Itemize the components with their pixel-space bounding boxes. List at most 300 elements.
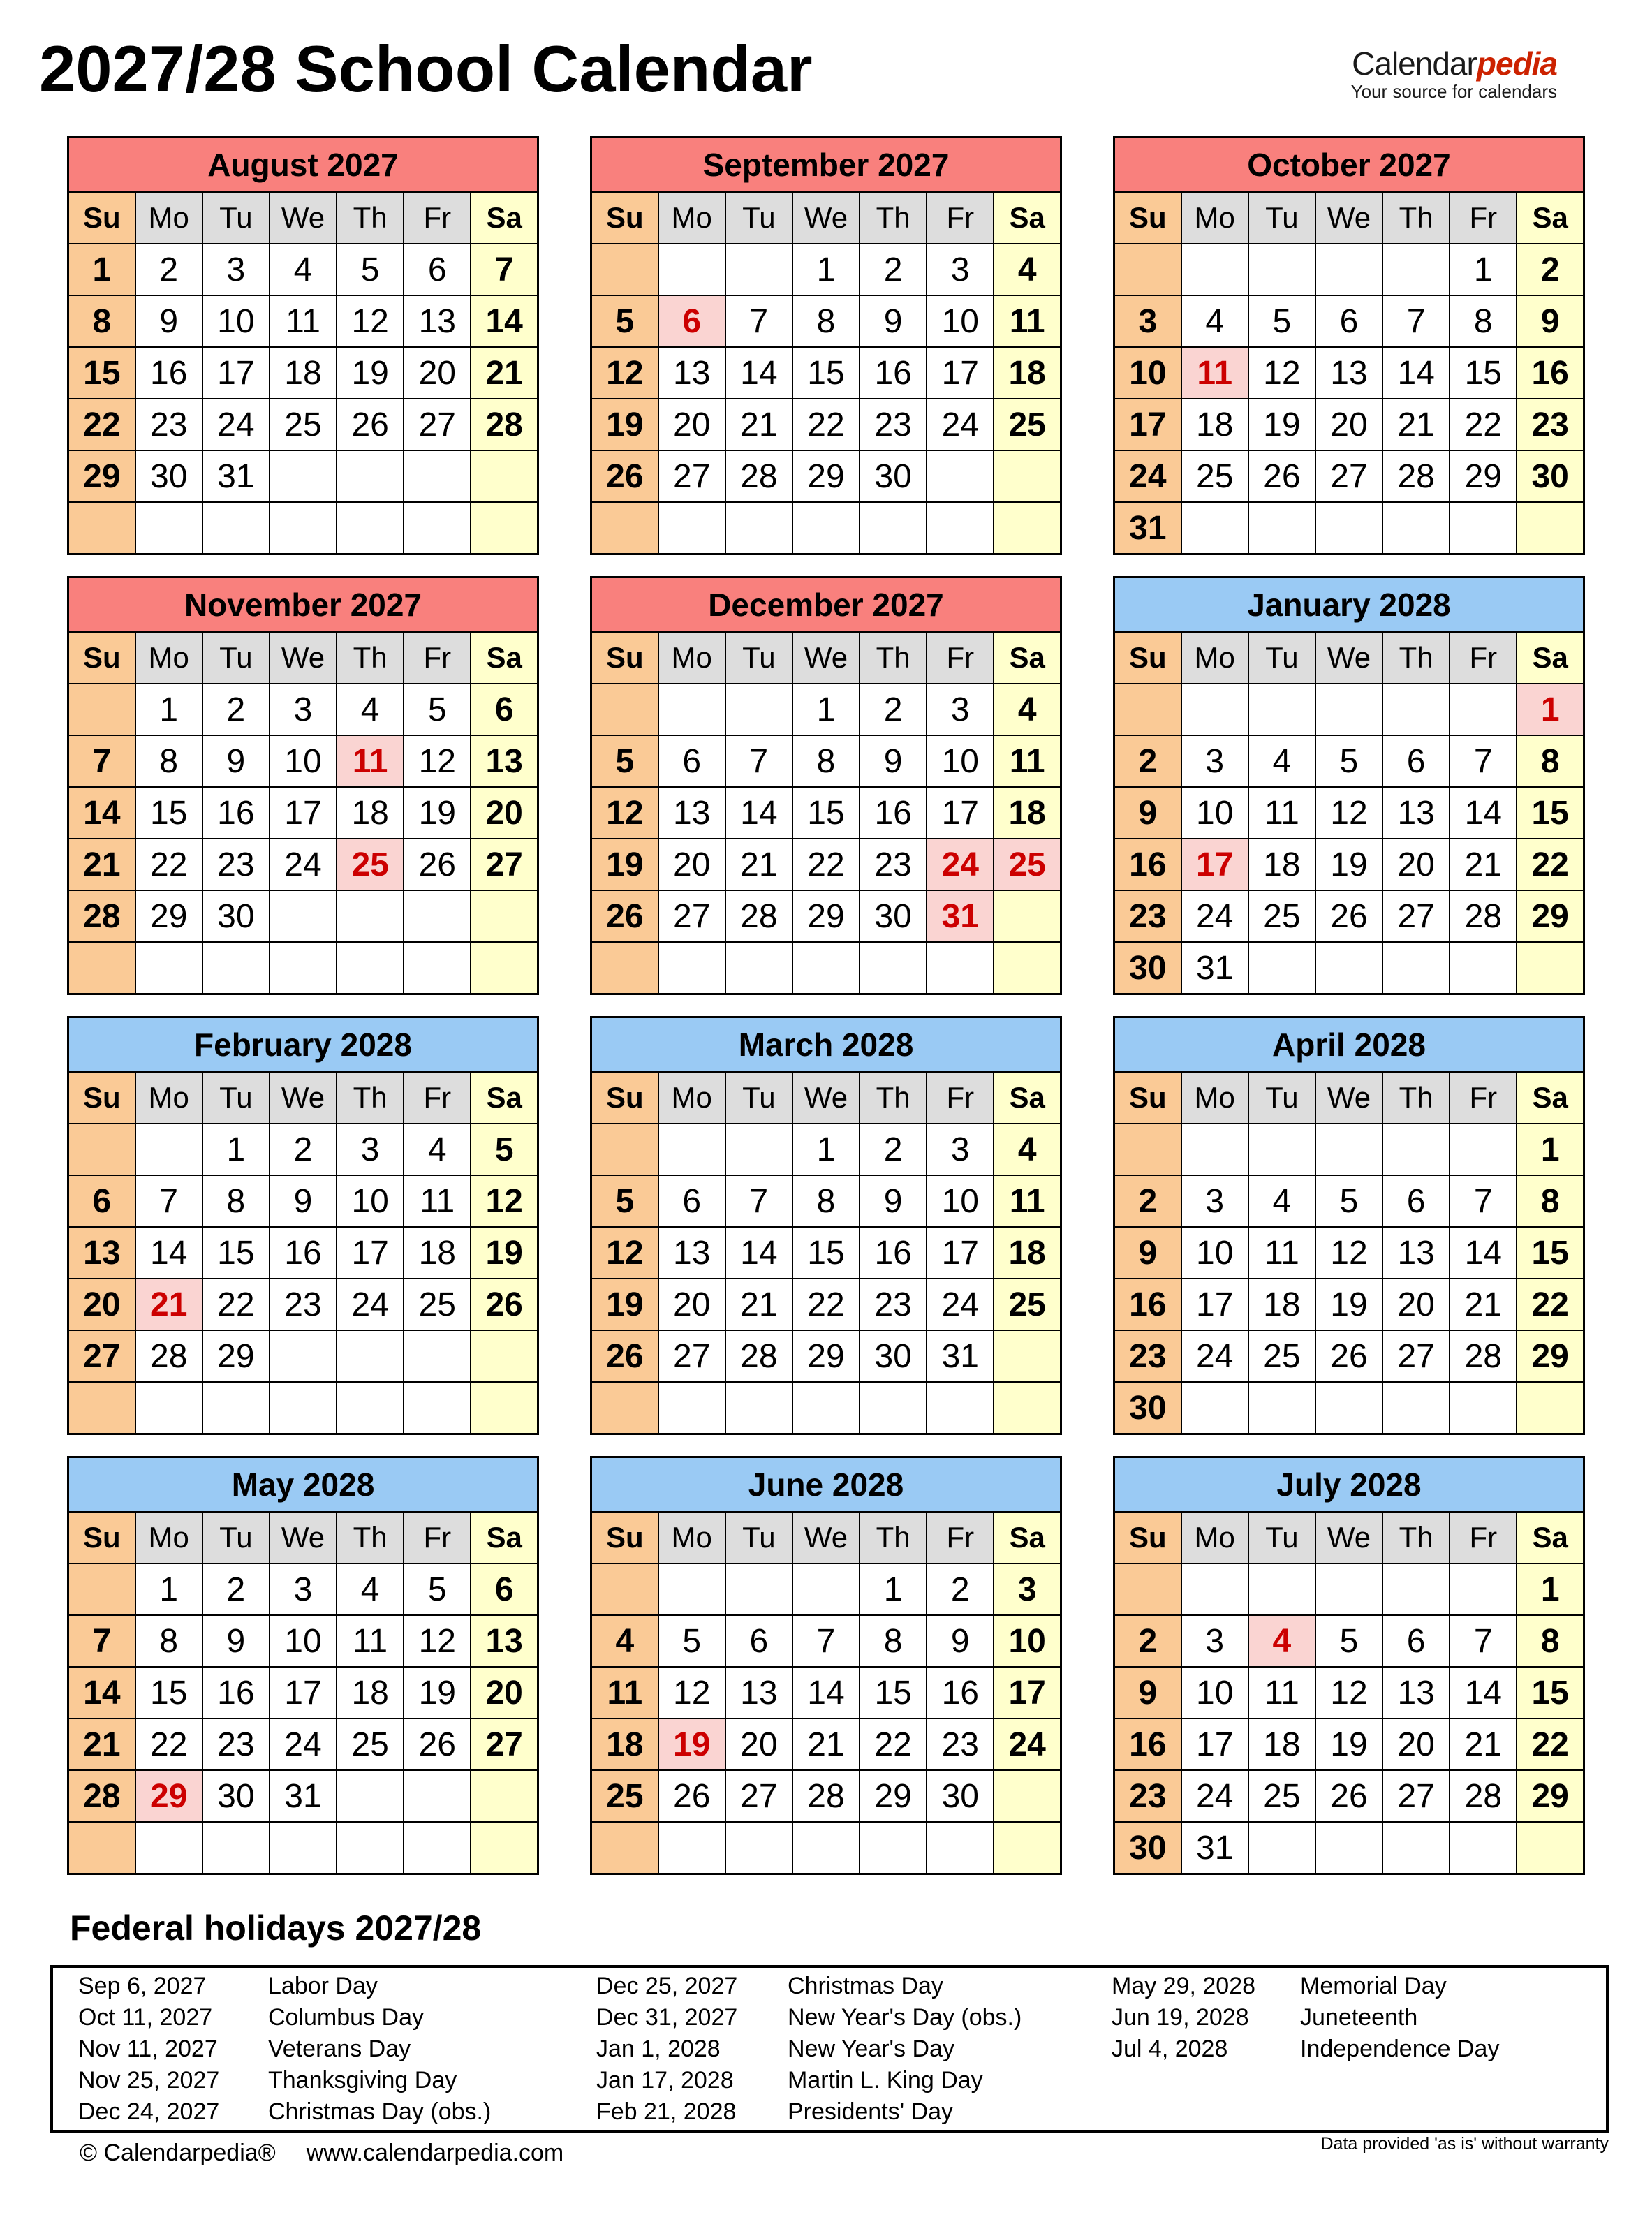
day-cell-empty: [1450, 684, 1517, 735]
day-cell-7: 7: [135, 1175, 202, 1227]
day-cell-15: 15: [1450, 347, 1517, 399]
day-cell-empty: [1248, 1564, 1315, 1615]
day-cell-11: 11: [994, 735, 1061, 787]
day-cell-18: 18: [591, 1719, 658, 1770]
day-cell-14: 14: [135, 1227, 202, 1279]
day-cell-30: 30: [1114, 1382, 1181, 1434]
day-cell-2: 2: [1114, 735, 1181, 787]
day-cell-12: 12: [404, 1615, 471, 1667]
day-cell-empty: [135, 942, 202, 994]
weekday-header-we: We: [792, 1072, 860, 1124]
day-cell-28: 28: [725, 1330, 792, 1382]
month-title: June 2028: [591, 1457, 1061, 1513]
day-cell-empty: [1382, 244, 1450, 295]
day-cell-24: 24: [1181, 890, 1248, 942]
day-cell-17: 17: [337, 1227, 404, 1279]
day-cell-22: 22: [135, 839, 202, 890]
weekday-header-fr: Fr: [404, 632, 471, 684]
day-cell-12: 12: [1315, 787, 1382, 839]
day-cell-22: 22: [135, 1719, 202, 1770]
day-cell-28: 28: [1382, 450, 1450, 502]
day-cell-empty: [1181, 244, 1248, 295]
day-cell-17: 17: [270, 787, 337, 839]
day-cell-28: 28: [135, 1330, 202, 1382]
day-cell-6: 6: [471, 1564, 538, 1615]
day-cell-12: 12: [591, 347, 658, 399]
day-cell-empty: [337, 1770, 404, 1822]
day-cell-19: 19: [591, 839, 658, 890]
day-cell-empty: [404, 890, 471, 942]
logo-tagline: Your source for calendars: [1350, 81, 1557, 102]
month-title: December 2027: [591, 577, 1061, 633]
day-cell-empty: [202, 502, 270, 554]
day-cell-9: 9: [270, 1175, 337, 1227]
day-cell-empty: [1114, 1564, 1181, 1615]
day-cell-20: 20: [725, 1719, 792, 1770]
footer-website: www.calendarpedia.com: [306, 2140, 564, 2166]
footer-copyright: © Calendarpedia®: [80, 2140, 276, 2166]
day-cell-empty: [1181, 1124, 1248, 1175]
footer-disclaimer: Data provided 'as is' without warranty: [1320, 2134, 1609, 2154]
day-cell-empty: [1315, 942, 1382, 994]
weekday-header-su: Su: [1114, 632, 1181, 684]
day-cell-24: 24: [202, 399, 270, 450]
day-cell-7: 7: [1450, 735, 1517, 787]
day-cell-21: 21: [1450, 1279, 1517, 1330]
day-cell-29: 29: [1517, 1770, 1584, 1822]
weekday-header-tu: Tu: [725, 632, 792, 684]
holiday-date: Sep 6, 2027: [78, 1972, 207, 1999]
day-cell-28: 28: [725, 890, 792, 942]
day-cell-9: 9: [927, 1615, 994, 1667]
month-title: January 2028: [1114, 577, 1584, 633]
day-cell-6: 6: [404, 244, 471, 295]
day-cell-empty: [337, 1822, 404, 1874]
day-cell-12: 12: [1315, 1227, 1382, 1279]
day-cell-empty: [1114, 244, 1181, 295]
day-cell-19: 19: [591, 399, 658, 450]
day-cell-20: 20: [471, 787, 538, 839]
day-cell-empty: [202, 1822, 270, 1874]
day-cell-31: 31: [1181, 942, 1248, 994]
day-cell-5: 5: [1315, 1175, 1382, 1227]
holiday-name: Juneteenth: [1300, 2003, 1418, 2031]
day-cell-12: 12: [404, 735, 471, 787]
day-cell-empty: [1114, 1124, 1181, 1175]
day-cell-28: 28: [471, 399, 538, 450]
day-cell-empty: [1315, 1564, 1382, 1615]
day-cell-21: 21: [792, 1719, 860, 1770]
day-cell-12: 12: [1315, 1667, 1382, 1719]
day-cell-1: 1: [1517, 1124, 1584, 1175]
weekday-header-we: We: [792, 632, 860, 684]
day-cell-16: 16: [927, 1667, 994, 1719]
day-cell-12: 12: [471, 1175, 538, 1227]
day-cell-7: 7: [725, 735, 792, 787]
day-cell-empty: [591, 1822, 658, 1874]
day-cell-empty: [658, 244, 725, 295]
day-cell-empty: [471, 942, 538, 994]
day-cell-16: 16: [270, 1227, 337, 1279]
day-cell-empty: [860, 1822, 927, 1874]
day-cell-17: 17: [927, 1227, 994, 1279]
day-cell-5: 5: [471, 1124, 538, 1175]
day-cell-empty: [658, 1124, 725, 1175]
day-cell-empty: [591, 502, 658, 554]
day-cell-empty: [1382, 1124, 1450, 1175]
day-cell-31: 31: [1181, 1822, 1248, 1874]
day-cell-29: 29: [68, 450, 135, 502]
day-cell-7: 7: [792, 1615, 860, 1667]
weekday-header-mo: Mo: [658, 1072, 725, 1124]
day-cell-26: 26: [591, 450, 658, 502]
day-cell-26: 26: [404, 1719, 471, 1770]
day-cell-24: 24: [337, 1279, 404, 1330]
day-cell-empty: [725, 684, 792, 735]
day-cell-empty: [860, 502, 927, 554]
day-cell-empty: [1248, 502, 1315, 554]
weekday-header-mo: Mo: [658, 1512, 725, 1564]
holiday-date: Nov 25, 2027: [78, 2066, 220, 2094]
day-cell-9: 9: [860, 1175, 927, 1227]
day-cell-5: 5: [1315, 1615, 1382, 1667]
day-cell-10: 10: [337, 1175, 404, 1227]
holiday-name: Veterans Day: [268, 2035, 411, 2062]
day-cell-6: 6: [68, 1175, 135, 1227]
day-cell-15: 15: [1517, 1227, 1584, 1279]
day-cell-empty: [68, 1564, 135, 1615]
day-cell-26: 26: [1315, 1770, 1382, 1822]
day-cell-empty: [270, 1382, 337, 1434]
day-cell-11: 11: [1181, 347, 1248, 399]
day-cell-27: 27: [658, 890, 725, 942]
day-cell-5: 5: [337, 244, 404, 295]
day-cell-2: 2: [860, 1124, 927, 1175]
day-cell-30: 30: [202, 890, 270, 942]
weekday-header-th: Th: [1382, 1512, 1450, 1564]
day-cell-7: 7: [68, 1615, 135, 1667]
day-cell-24: 24: [994, 1719, 1061, 1770]
month-title: April 2028: [1114, 1017, 1584, 1073]
holiday-name: New Year's Day: [788, 2035, 954, 2062]
day-cell-3: 3: [994, 1564, 1061, 1615]
logo-text-red: pedia: [1476, 45, 1557, 82]
day-cell-28: 28: [792, 1770, 860, 1822]
day-cell-29: 29: [792, 450, 860, 502]
holiday-date-empty: [1112, 2096, 1300, 2128]
day-cell-23: 23: [1114, 1770, 1181, 1822]
day-cell-22: 22: [1450, 399, 1517, 450]
day-cell-2: 2: [202, 684, 270, 735]
day-cell-8: 8: [1517, 1175, 1584, 1227]
day-cell-13: 13: [471, 1615, 538, 1667]
day-cell-3: 3: [202, 244, 270, 295]
day-cell-5: 5: [1315, 735, 1382, 787]
day-cell-19: 19: [658, 1719, 725, 1770]
day-cell-9: 9: [860, 735, 927, 787]
day-cell-21: 21: [1382, 399, 1450, 450]
month-title: September 2027: [591, 138, 1061, 193]
day-cell-1: 1: [202, 1124, 270, 1175]
weekday-header-tu: Tu: [202, 1072, 270, 1124]
day-cell-26: 26: [591, 890, 658, 942]
day-cell-empty: [337, 890, 404, 942]
day-cell-9: 9: [1517, 295, 1584, 347]
day-cell-14: 14: [725, 1227, 792, 1279]
day-cell-29: 29: [792, 890, 860, 942]
day-cell-empty: [337, 942, 404, 994]
day-cell-empty: [927, 502, 994, 554]
day-cell-empty: [471, 450, 538, 502]
day-cell-empty: [270, 1330, 337, 1382]
day-cell-empty: [1248, 1124, 1315, 1175]
day-cell-empty: [860, 942, 927, 994]
weekday-header-fr: Fr: [927, 1512, 994, 1564]
day-cell-26: 26: [591, 1330, 658, 1382]
day-cell-25: 25: [994, 1279, 1061, 1330]
month-calendar-september-2027: [590, 136, 1062, 555]
weekday-header-mo: Mo: [1181, 632, 1248, 684]
day-cell-3: 3: [1181, 735, 1248, 787]
weekday-header-th: Th: [1382, 1072, 1450, 1124]
day-cell-8: 8: [1517, 1615, 1584, 1667]
day-cell-10: 10: [1181, 1227, 1248, 1279]
day-cell-30: 30: [860, 890, 927, 942]
day-cell-19: 19: [337, 347, 404, 399]
day-cell-6: 6: [658, 735, 725, 787]
day-cell-empty: [471, 1330, 538, 1382]
day-cell-14: 14: [68, 1667, 135, 1719]
day-cell-empty: [337, 502, 404, 554]
day-cell-9: 9: [1114, 1667, 1181, 1719]
weekday-header-fr: Fr: [404, 1512, 471, 1564]
day-cell-empty: [404, 1382, 471, 1434]
day-cell-1: 1: [792, 684, 860, 735]
day-cell-24: 24: [927, 399, 994, 450]
day-cell-empty: [135, 1382, 202, 1434]
day-cell-20: 20: [658, 399, 725, 450]
month-calendar-november-2027: [67, 576, 539, 995]
weekday-header-mo: Mo: [658, 192, 725, 244]
day-cell-29: 29: [1517, 1330, 1584, 1382]
day-cell-empty: [471, 1382, 538, 1434]
month-title: March 2028: [591, 1017, 1061, 1073]
day-cell-1: 1: [1450, 244, 1517, 295]
day-cell-15: 15: [792, 347, 860, 399]
footer-copyright-line: [80, 2140, 563, 2167]
weekday-header-tu: Tu: [202, 1512, 270, 1564]
day-cell-11: 11: [1248, 787, 1315, 839]
day-cell-3: 3: [1181, 1175, 1248, 1227]
day-cell-25: 25: [994, 399, 1061, 450]
weekday-header-fr: Fr: [1450, 192, 1517, 244]
day-cell-12: 12: [337, 295, 404, 347]
day-cell-empty: [725, 1564, 792, 1615]
day-cell-empty: [337, 1330, 404, 1382]
day-cell-6: 6: [658, 1175, 725, 1227]
holiday-date: May 29, 2028: [1112, 1972, 1256, 1999]
day-cell-empty: [1382, 1822, 1450, 1874]
day-cell-empty: [1517, 942, 1584, 994]
day-cell-17: 17: [994, 1667, 1061, 1719]
day-cell-18: 18: [1248, 839, 1315, 890]
day-cell-21: 21: [725, 839, 792, 890]
day-cell-17: 17: [1181, 1279, 1248, 1330]
day-cell-18: 18: [404, 1227, 471, 1279]
day-cell-22: 22: [202, 1279, 270, 1330]
holiday-date: Dec 25, 2027: [596, 1972, 738, 1999]
day-cell-24: 24: [270, 839, 337, 890]
day-cell-29: 29: [202, 1330, 270, 1382]
weekday-header-su: Su: [68, 1512, 135, 1564]
month-calendar-october-2027: [1113, 136, 1585, 555]
holiday-name: Columbus Day: [268, 2003, 424, 2031]
day-cell-27: 27: [1315, 450, 1382, 502]
day-cell-empty: [658, 942, 725, 994]
day-cell-empty: [994, 942, 1061, 994]
day-cell-empty: [135, 1822, 202, 1874]
day-cell-23: 23: [860, 1279, 927, 1330]
day-cell-empty: [658, 502, 725, 554]
weekday-header-we: We: [792, 1512, 860, 1564]
month-title: October 2027: [1114, 138, 1584, 193]
day-cell-18: 18: [1181, 399, 1248, 450]
weekday-header-we: We: [1315, 1072, 1382, 1124]
weekday-header-th: Th: [860, 632, 927, 684]
day-cell-8: 8: [792, 735, 860, 787]
day-cell-empty: [994, 450, 1061, 502]
day-cell-25: 25: [1248, 1330, 1315, 1382]
day-cell-empty: [1181, 684, 1248, 735]
day-cell-empty: [994, 1330, 1061, 1382]
day-cell-30: 30: [1114, 942, 1181, 994]
weekday-header-we: We: [270, 192, 337, 244]
day-cell-1: 1: [792, 1124, 860, 1175]
day-cell-31: 31: [927, 890, 994, 942]
weekday-header-su: Su: [68, 192, 135, 244]
day-cell-empty: [658, 1564, 725, 1615]
day-cell-13: 13: [1315, 347, 1382, 399]
day-cell-empty: [860, 1382, 927, 1434]
weekday-header-su: Su: [591, 1072, 658, 1124]
day-cell-5: 5: [404, 684, 471, 735]
day-cell-empty: [1450, 1124, 1517, 1175]
day-cell-empty: [725, 1822, 792, 1874]
day-cell-25: 25: [337, 839, 404, 890]
day-cell-19: 19: [404, 1667, 471, 1719]
day-cell-empty: [68, 1124, 135, 1175]
day-cell-4: 4: [994, 1124, 1061, 1175]
day-cell-1: 1: [1517, 684, 1584, 735]
weekday-header-we: We: [1315, 192, 1382, 244]
calendarpedia-logo: [1351, 47, 1557, 101]
day-cell-27: 27: [404, 399, 471, 450]
day-cell-27: 27: [658, 450, 725, 502]
weekday-header-tu: Tu: [1248, 1072, 1315, 1124]
day-cell-25: 25: [270, 399, 337, 450]
day-cell-16: 16: [860, 347, 927, 399]
weekday-header-th: Th: [860, 1512, 927, 1564]
day-cell-empty: [1248, 244, 1315, 295]
day-cell-20: 20: [68, 1279, 135, 1330]
day-cell-20: 20: [1382, 839, 1450, 890]
day-cell-22: 22: [792, 839, 860, 890]
day-cell-9: 9: [202, 735, 270, 787]
day-cell-22: 22: [792, 399, 860, 450]
holiday-name: Martin L. King Day: [788, 2066, 983, 2094]
day-cell-4: 4: [994, 684, 1061, 735]
day-cell-empty: [404, 450, 471, 502]
day-cell-7: 7: [1382, 295, 1450, 347]
day-cell-1: 1: [1517, 1564, 1584, 1615]
day-cell-empty: [1181, 1382, 1248, 1434]
month-calendar-december-2027: [590, 576, 1062, 995]
day-cell-11: 11: [337, 1615, 404, 1667]
month-calendar-august-2027: [67, 136, 539, 555]
day-cell-4: 4: [994, 244, 1061, 295]
month-title: August 2027: [68, 138, 538, 193]
day-cell-9: 9: [1114, 787, 1181, 839]
day-cell-5: 5: [1248, 295, 1315, 347]
day-cell-empty: [1450, 1822, 1517, 1874]
weekday-header-th: Th: [1382, 632, 1450, 684]
weekday-header-th: Th: [860, 1072, 927, 1124]
weekday-header-su: Su: [1114, 192, 1181, 244]
day-cell-11: 11: [404, 1175, 471, 1227]
weekday-header-mo: Mo: [1181, 192, 1248, 244]
day-cell-23: 23: [202, 839, 270, 890]
day-cell-8: 8: [1450, 295, 1517, 347]
day-cell-empty: [1315, 684, 1382, 735]
month-calendar-july-2028: [1113, 1456, 1585, 1875]
day-cell-empty: [135, 502, 202, 554]
holiday-name: Thanksgiving Day: [268, 2066, 457, 2094]
day-cell-19: 19: [404, 787, 471, 839]
day-cell-3: 3: [927, 1124, 994, 1175]
day-cell-4: 4: [337, 1564, 404, 1615]
day-cell-empty: [270, 1822, 337, 1874]
day-cell-19: 19: [1248, 399, 1315, 450]
day-cell-4: 4: [591, 1615, 658, 1667]
day-cell-17: 17: [202, 347, 270, 399]
weekday-header-tu: Tu: [725, 1512, 792, 1564]
day-cell-23: 23: [202, 1719, 270, 1770]
day-cell-4: 4: [1248, 1615, 1315, 1667]
day-cell-17: 17: [927, 787, 994, 839]
day-cell-10: 10: [927, 1175, 994, 1227]
day-cell-10: 10: [1114, 347, 1181, 399]
day-cell-empty: [658, 1822, 725, 1874]
day-cell-empty: [725, 1124, 792, 1175]
day-cell-18: 18: [337, 1667, 404, 1719]
day-cell-10: 10: [1181, 787, 1248, 839]
day-cell-3: 3: [927, 244, 994, 295]
month-title: May 2028: [68, 1457, 538, 1513]
day-cell-13: 13: [471, 735, 538, 787]
day-cell-empty: [1382, 684, 1450, 735]
weekday-header-we: We: [1315, 1512, 1382, 1564]
day-cell-20: 20: [1382, 1279, 1450, 1330]
day-cell-21: 21: [725, 1279, 792, 1330]
day-cell-empty: [927, 1822, 994, 1874]
day-cell-13: 13: [1382, 1667, 1450, 1719]
weekday-header-th: Th: [337, 192, 404, 244]
weekday-header-sa: Sa: [471, 1072, 538, 1124]
day-cell-empty: [270, 890, 337, 942]
weekday-header-mo: Mo: [1181, 1072, 1248, 1124]
weekday-header-th: Th: [337, 632, 404, 684]
day-cell-empty: [1248, 1382, 1315, 1434]
